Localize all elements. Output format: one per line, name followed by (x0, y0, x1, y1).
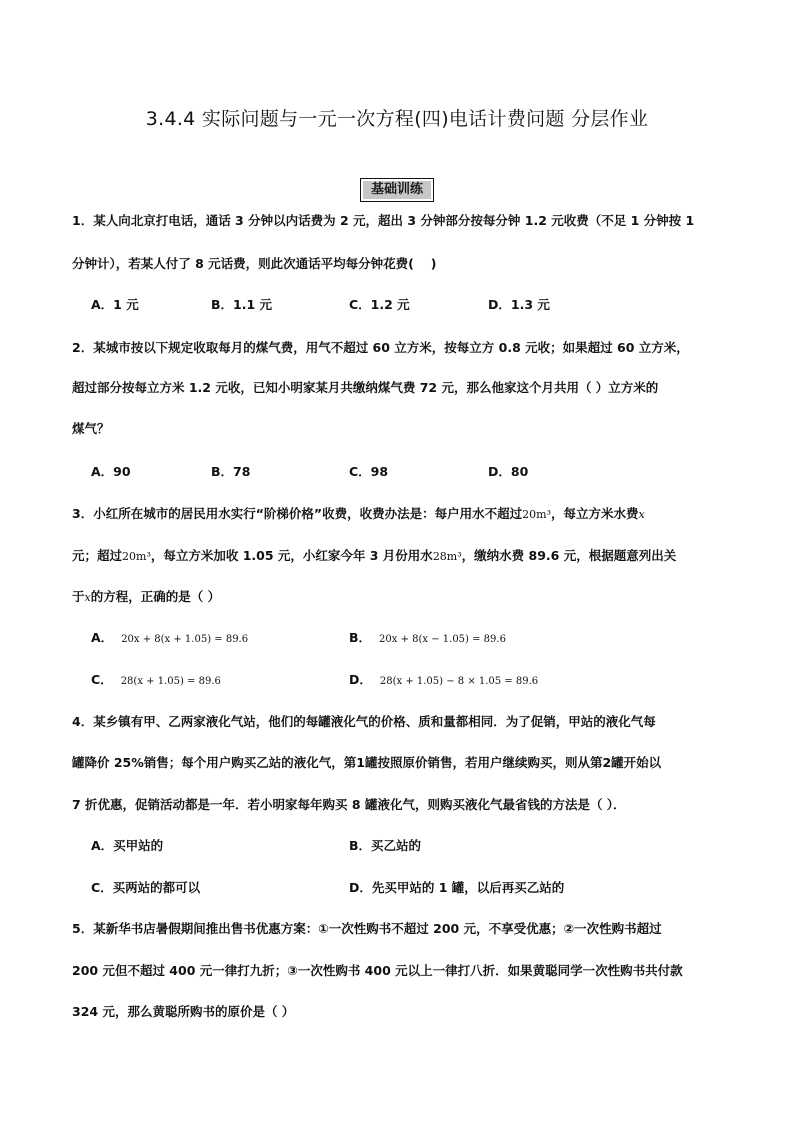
q3-option-d (349, 672, 538, 690)
q4-option-c: C．买两站的都可以 (91, 880, 201, 895)
q3-option-d-equation: 28(x + 1.05) − 8 × 1.05 = 89.6 (379, 676, 539, 687)
section-box (360, 178, 434, 202)
q3-line1 (72, 506, 645, 523)
q2-option-d: D．80 (488, 464, 529, 479)
q1-option-c: C．1.2 元 (349, 297, 410, 312)
q4-line2: 罐降价 25%销售；每个用户购买乙站的液化气，第1罐按照原价销售，若用户继续购买，则从第2罐开始以 (72, 755, 662, 770)
q3-var-x-b: x (84, 591, 91, 604)
q3-option-c (91, 672, 221, 690)
q3-option-a-label: A． (91, 630, 114, 645)
q3-option-d-label: D． (349, 672, 372, 687)
q2-line2: 超过部分按每立方米 1.2 元收，已知小明家某月共缴纳煤气费 72 元，那么他家这个月共用（ ）立方米的 (72, 380, 659, 395)
q3-line1-text-b: ，每立方米水费 (550, 506, 639, 521)
q3-option-b-equation: 20x + 8(x − 1.05) = 89.6 (379, 634, 506, 645)
q3-option-b (349, 630, 506, 648)
q3-line2-text-a: 元；超过 (72, 548, 123, 563)
q4-line3: 7 折优惠，促销活动都是一年．若小明家每年购买 8 罐液化气，则购买液化气最省钱的方法是（ ）． (72, 797, 626, 812)
q2-option-b: B．78 (211, 464, 251, 479)
q1-option-d: D．1.3 元 (488, 297, 550, 312)
q2-line1: 2．某城市按以下规定收取每月的煤气费，用气不超过 60 立方米，按每立方 0.8 元收；如果超过 60 立方米， (72, 340, 689, 355)
q1-option-b: B．1.1 元 (211, 297, 273, 312)
q3-option-a (91, 630, 248, 648)
q1-line2: 分钟计），若某人付了 8 元话费，则此次通话平均每分钟花费( ) (72, 256, 437, 271)
q3-unit-20m3-b: 20m³ (122, 550, 151, 563)
q5-line3: 324 元，那么黄聪所购书的原价是（ ） (72, 1004, 295, 1019)
q3-line1-text-a: 3．小红所在城市的居民用水实行“阶梯价格”收费，收费办法是：每户用水不超过 (72, 506, 523, 521)
q3-option-b-label: B． (349, 630, 372, 645)
q4-line1: 4．某乡镇有甲、乙两家液化气站，他们的每罐液化气的价格、质和量都相同．为了促销，甲站的液化气每 (72, 714, 656, 729)
q3-option-c-label: C． (91, 672, 113, 687)
q3-line2-text-b: ，每立方米加收 1.05 元，小红家今年 3 月份用水 (150, 548, 433, 563)
q3-var-x: x (638, 508, 645, 521)
q2-option-c: C．98 (349, 464, 389, 479)
q4-option-d: D．先买甲站的 1 罐，以后再买乙站的 (349, 880, 565, 895)
q3-line2-text-c: ，缴纳水费 89.6 元，根据题意列出关 (461, 548, 677, 563)
q3-line3-text-b: 的方程，正确的是（ ） (90, 589, 221, 604)
section-header (0, 178, 794, 202)
q3-unit-28m3: 28m³ (432, 550, 462, 563)
q4-option-a: A．买甲站的 (91, 838, 164, 853)
q2-option-a: A．90 (91, 464, 131, 479)
section-label: 基础训练 (363, 181, 431, 199)
q1-line1: 1．某人向北京打电话，通话 3 分钟以内话费为 2 元，超出 3 分钟部分按每分钟 1.2 元收费（不足 1 分钟按 1 (72, 213, 695, 228)
q3-line2 (72, 548, 676, 565)
q2-line3: 煤气？ (72, 421, 110, 436)
q3-option-a-equation: 20x + 8(x + 1.05) = 89.6 (121, 634, 249, 645)
page-title: 3.4.4 实际问题与一元一次方程(四)电话计费问题 分层作业 (145, 108, 649, 130)
q1-option-a: A．1 元 (91, 297, 139, 312)
q3-option-c-equation: 28(x + 1.05) = 89.6 (120, 676, 221, 687)
q3-unit-20m3: 20m³ (522, 508, 551, 521)
q5-line2: 200 元但不超过 400 元一律打九折；③一次性购书 400 元以上一律打八折．如果黄聪同学一次性购书共付款 (72, 963, 683, 978)
q4-option-b: B．买乙站的 (349, 838, 422, 853)
q3-line3-text-a: 于 (72, 589, 85, 604)
q5-line1: 5．某新华书店暑假期间推出售书优惠方案：①一次性购书不超过 200 元，不享受优惠；②一次性购书超过 (72, 921, 662, 936)
q3-line3 (72, 589, 220, 606)
